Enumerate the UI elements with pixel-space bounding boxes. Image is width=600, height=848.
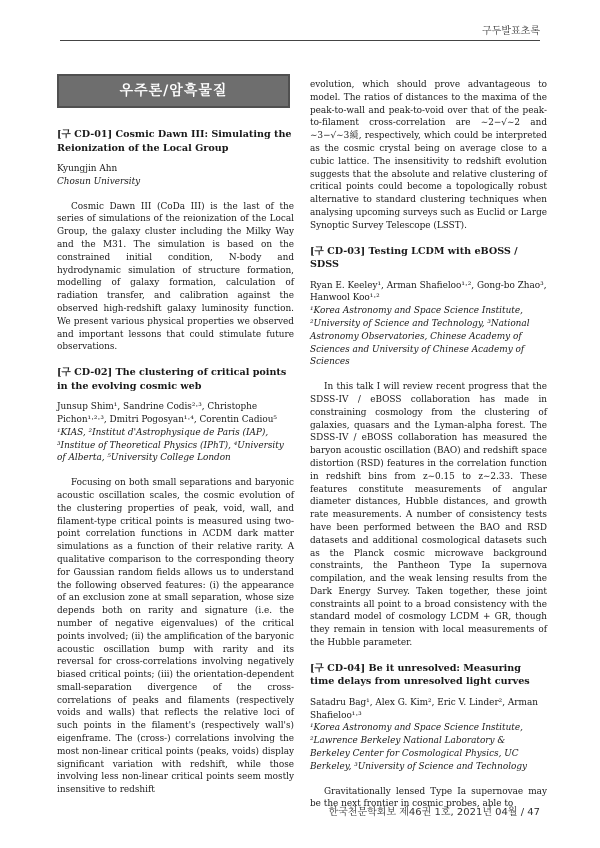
abstract-affiliations: ¹Korea Astronomy and Space Science Institute, ²University of Science and Technology, ³National Astronomy Observatories, Chinese Academy of Sciences and University of Chinese Academy of Sciences: [310, 306, 530, 368]
abstract-authors: Junsup Shim¹, Sandrine Codis²·³, Christophe Pichon¹·²·³, Dmitri Pogosyan¹·⁴, Corentin Cadiou⁵: [57, 402, 277, 425]
abstract-title: [구 CD-01] Cosmic Dawn III: Simulating the Reionization of the Local Group: [57, 129, 292, 154]
abstract-affiliations: ¹KIAS, ²Institut d'Astrophysique de Paris (IAP), ³Institue of Theoretical Physics (IPhT), ⁴University of Alberta, ⁵University College London: [57, 427, 284, 464]
abstract-title: [구 CD-04] Be it unresolved: Measuring time delays from unresolved light curves: [310, 662, 530, 688]
abstract-body-continued: evolution, which should prove advantageous to model. The ratios of distances to the maxima of the peak-to-wall and peak-to-void over that of the peak-to-filament cross-correlation are ∼2−√∼2 and ∼3−√∼3䌐, respectively, which could be interpreted as the cosmic crystal being on average close to a cubic lattice. The insensitivity to redshift evolution suggests that the absolute and relative clustering of critical points could become a topologically robust alternative to standard clustering techniques when analysing upcoming surveys such as Euclid or Large Synoptic Survey Telescope (LSST).: [310, 80, 547, 231]
abstract-authors: Kyungjin Ahn: [57, 164, 118, 174]
abstract-affiliations: ¹Korea Astronomy and Space Science Institute, ²Lawrence Berkeley National Laboratory & Berkeley Center for Cosmological Physics, UC Berkeley, ³University of Science and Technology: [310, 723, 528, 772]
abstract-body: In this talk I will review recent progress that the SDSS-IV / eBOSS collaboration has made in constraining cosmology from the clustering of galaxies, quasars and the Lyman-alpha forest. The SDSS-IV / eBOSS collaboration has measured the baryon acoustic oscillation (BAO) and redshift space distortion (RSD) features in the correlation function in redshift bins from z∼0.15 to z∼2.33. These features constitute measurements of angular diameter distances, Hubble distances, and growth rate measurements. A number of consistency tests have been performed between the BAO and RSD datasets and additional cosmological datasets such as the Planck cosmic microwave background constraints, the Pantheon Type Ia supernova compilation, and the weak lensing results from the Dark Energy Survey. Taken together, these joint constraints all point to a broad consistency with the standard model of cosmology LCDM + GR, though they remain in tension with local measurements of the Hubble parameter.: [310, 382, 547, 649]
abstract-title: [구 CD-02] The clustering of critical points in the evolving cosmic web: [57, 367, 287, 392]
abstract-authors: Ryan E. Keeley¹, Arman Shafieloo¹·², Gong-bo Zhao³, Hanwool Koo¹·²: [310, 280, 547, 304]
section-banner: 우주론/암흑물질: [57, 74, 290, 108]
abstract-cd03: [310, 245, 547, 650]
abstract-title: [구 CD-03] Testing LCDM with eBOSS / SDSS: [310, 245, 518, 271]
running-head: 구두발표초록: [482, 26, 540, 37]
left-column: [57, 74, 294, 809]
abstract-cd04: [310, 662, 547, 811]
abstract-body: Focusing on both small separations and baryonic acoustic oscillation scales, the cosmic evolution of the clustering properties of peak, void, wall, and filament-type critical points is measured using two-point correlation functions in ΛCDM dark matter simulations as a function of their relative rarity. A qualitative comparison to the corresponding theory for Gaussian random fields allows us to understand the following observed features: (i) the appearance of an exclusion zone at small separation, whose size depends both on rarity and signature (i.e. the number of negative eigenvalues) of the critical points involved; (ii) the amplification of the baryonic acoustic oscillation bump with rarity and its reversal for cross-correlations involving negatively biased critical points; (iii) the orientation-dependent small-separation divergence of the cross-correlations of peaks and filaments (respectively voids and walls) that reflects the relative loci of such points in the filament's (respectively wall's) eigenframe. The (cross-) correlations involving the most non-linear critical points (peaks, voids) display significant variation with redshift, while those involving less non-linear critical points seem mostly insensitive to redshift: [57, 478, 294, 796]
abstract-body: Cosmic Dawn III (CoDa III) is the last of the series of simulations of the reionization of the Local Group, the galaxy cluster including the Milky Way and the M31. The simulation is based on the constrained initial condition, N-body and hydrodynamic simulation of structure formation, modelling of galaxy formation, calculation of radiation transfer, and calibration against the observed high-redshift galaxy luminosity function. We present various physical properties we observed and important lessons that could stimulate future observations.: [57, 201, 294, 353]
abstract-affiliations: Chosun University: [57, 176, 141, 187]
abstract-cd01: [57, 128, 294, 354]
page-folio: 한국천문학회보 제46권 1호, 2021년 04월 / 47: [328, 807, 540, 818]
right-column: [310, 79, 547, 823]
header-rule: [60, 40, 540, 41]
abstract-body: Gravitationally lensed Type Ia supernovae may be the next frontier in cosmic probes, able to: [310, 786, 547, 810]
abstract-authors: Satadru Bag¹, Alex G. Kim², Eric V. Linder², Arman Shafieloo¹·³: [310, 697, 538, 721]
abstract-cd02: [57, 366, 294, 797]
